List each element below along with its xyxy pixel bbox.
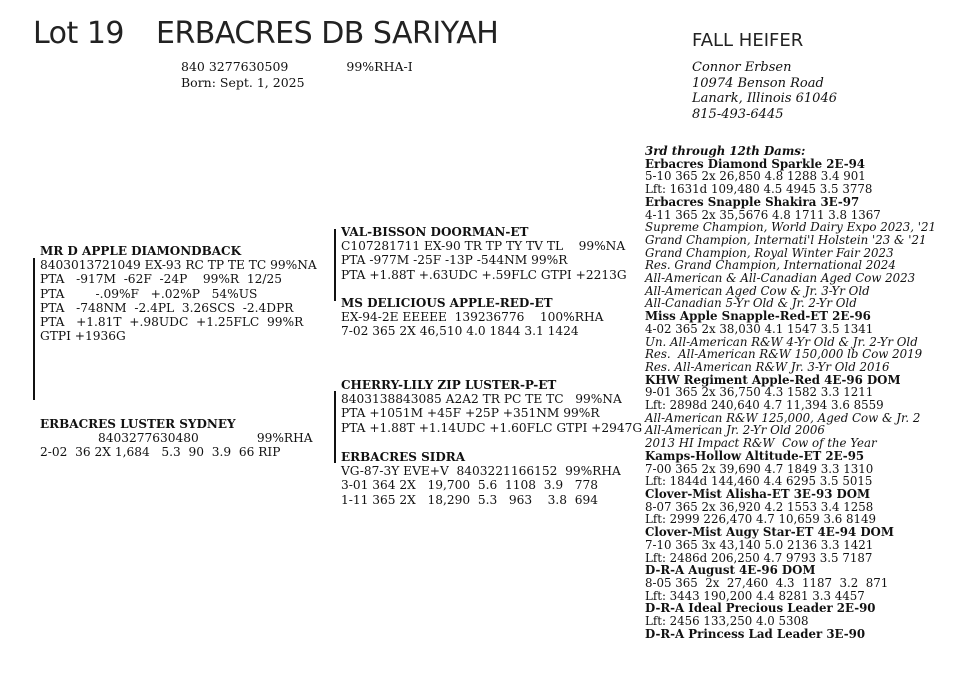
dam-entry-record: Lft: 3443 190,200 4.4 8281 3.3 4457	[645, 588, 865, 603]
dam-block	[40, 417, 313, 460]
dam-entry-name: D-R-A Princess Lad Leader 3E-90	[645, 626, 866, 641]
dam-entry-award: All-American Aged Cow & Jr. 3-Yr Old	[645, 283, 870, 298]
dam-entry-name: D-R-A August 4E-96 DOM	[645, 563, 816, 578]
breeder-address: 10974 Benson Road	[692, 75, 824, 91]
dam-entry-award: 2013 HI Impact R&W Cow of the Year	[645, 436, 877, 451]
dam-entry-name: Erbacres Diamond Sparkle 2E-94	[645, 156, 866, 171]
dam-entry-name: Miss Apple Snapple-Red-ET 2E-96	[645, 309, 871, 324]
dam-entry	[645, 374, 936, 450]
dam-entry-name: Clover-Mist Alisha-ET 3E-93 DOM	[645, 486, 871, 501]
sire-dam-line: 7-02 365 2X 46,510 4.0 1844 3.1 1424	[341, 324, 579, 339]
dam-sire-line: PTA +1.88T +1.14UDC +1.60FLC GTPI +2947G	[341, 420, 643, 435]
pedigree-bracket-sire	[33, 258, 35, 400]
breeder-phone: 815-493-6445	[692, 106, 784, 122]
dam-entry-record: 8-05 365 2x 27,460 4.3 1187 3.2 871	[645, 575, 889, 590]
dam-entry-name: Clover-Mist Augy Star-ET 4E-94 DOM	[645, 525, 894, 540]
dam-entry-record: 7-00 365 2x 39,690 4.7 1849 3.3 1310	[645, 461, 874, 476]
sire-sire-line: PTA -977M -25F -13P -544NM 99%R	[341, 253, 568, 268]
dam-entry-award: Res. All-American R&W Jr. 3-Yr Old 2016	[645, 359, 890, 374]
dam-entry	[645, 450, 936, 488]
dam-dam-line: VG-87-3Y EVE+V 8403221166152 99%RHA	[341, 464, 621, 479]
dam-entry-record: Lft: 2898d 240,640 4.7 11,394 3.6 8559	[645, 398, 884, 413]
dam-dam-line: 3-01 364 2X 19,700 5.6 1108 3.9 778	[341, 478, 598, 493]
sire-sire-block	[341, 225, 627, 282]
sire-sire-line: C107281711 EX-90 TR TP TY TV TL 99%NA	[341, 239, 626, 254]
sire-name: MR D APPLE DIAMONDBACK	[40, 244, 242, 258]
category-label: FALL HEIFER	[692, 30, 804, 51]
dam-entry-name: D-R-A Ideal Precious Leader 2E-90	[645, 601, 876, 616]
dam-entry-record: 7-10 365 3x 43,140 5.0 2136 3.3 1421	[645, 537, 874, 552]
dam-entry-award: All-American & All-Canadian Aged Cow 2023	[645, 271, 916, 286]
dam-entry-award: All-American Jr. 2-Yr Old 2006	[645, 423, 825, 438]
dam-entry-award: All-American R&W 125,000, Aged Cow & Jr. 2	[645, 410, 921, 425]
dam-entry	[645, 196, 936, 310]
dam-entry	[645, 564, 936, 602]
dam-dam-name: ERBACRES SIDRA	[341, 450, 466, 464]
breeder-contact	[692, 60, 837, 122]
dam-entry	[645, 602, 936, 627]
sire-sire-line: PTA +1.88T +.63UDC +.59FLC GTPI +2213G	[341, 267, 627, 282]
breeder-city: Lanark, Illinois 61046	[692, 91, 837, 106]
dam-entry-record: Lft: 2999 226,470 4.7 10,659 3.6 8149	[645, 512, 877, 527]
dam-entry-record: 4-11 365 2x 35,5676 4.8 1711 3.8 1367	[645, 207, 881, 222]
breeder-name: Connor Erbsen	[692, 60, 792, 75]
dam-record: 2-02 36 2X 1,684 5.3 90 3.9 66 RIP	[40, 445, 281, 460]
dam-reg-line	[40, 431, 313, 445]
sire-sire-name: VAL-BISSON DOORMAN-ET	[341, 225, 529, 239]
dam-entry-award: Res. Grand Champion, International 2024	[645, 258, 896, 273]
dam-entry-award: Supreme Champion, World Dairy Expo 2023, '21	[645, 220, 937, 235]
dam-entry-award: Grand Champion, Internati'l Holstein '23 & '21	[645, 232, 927, 247]
dam-entry-award: Grand Champion, Royal Winter Fair 2023	[645, 245, 894, 260]
dam-entry-record: 9-01 365 2x 36,750 4.3 1582 3.3 1211	[645, 385, 874, 400]
dam-sire-name: CHERRY-LILY ZIP LUSTER-P-ET	[341, 378, 557, 392]
dam-registration: 8403277630480	[98, 431, 199, 446]
dam-entry-award: Res. All-American R&W 150,000 lb Cow 2019	[645, 347, 923, 362]
sire-dam-line: EX-94-2E EEEEE 139236776 100%RHA	[341, 310, 604, 325]
dam-entry-name: KHW Regiment Apple-Red 4E-96 DOM	[645, 372, 901, 387]
animal-info	[181, 59, 413, 90]
sire-line: 8403013721049 EX-93 RC TP TE TC 99%NA	[40, 258, 317, 273]
dam-entry-name: Erbacres Snapple Shakira 3E-97	[645, 194, 860, 209]
dam-entry-record: Lft: 2456 133,250 4.0 5308	[645, 614, 809, 629]
extended-dams-heading: 3rd through 12th Dams:	[645, 144, 806, 158]
dam-dam-block	[341, 450, 621, 507]
birth-date: Born: Sept. 1, 2025	[181, 74, 305, 90]
dam-rha: 99%RHA	[256, 431, 313, 446]
dam-entry	[645, 158, 936, 196]
sire-line: PTA -917M -62F -24P 99%R 12/25	[40, 272, 282, 287]
sire-line: PTA -.09%F +.02%P 54%US	[40, 286, 258, 301]
registration-number: 840 3277630509	[181, 59, 289, 74]
dam-entry-award: All-Canadian 5-Yr Old & Jr. 2-Yr Old	[645, 296, 857, 311]
dam-entry	[645, 628, 936, 641]
dam-sire-block	[341, 378, 642, 435]
dam-entry	[645, 526, 936, 564]
sire-dam-block	[341, 296, 603, 339]
dam-entry-record: Lft: 1631d 109,480 4.5 4945 3.5 3778	[645, 182, 873, 197]
sire-dam-name: MS DELICIOUS APPLE-RED-ET	[341, 296, 553, 310]
extended-dams-list	[645, 158, 936, 641]
dam-entry-record: Lft: 1844d 144,460 4.4 6295 3.5 5015	[645, 474, 873, 489]
rha-value: 99%RHA-I	[346, 59, 413, 74]
dam-entry-name: Kamps-Hollow Altitude-ET 2E-95	[645, 448, 865, 463]
sire-line: GTPI +1936G	[40, 329, 126, 344]
dam-name: ERBACRES LUSTER SYDNEY	[40, 417, 236, 431]
pedigree-bracket-sire-sire	[334, 229, 336, 301]
dam-sire-line: PTA +1051M +45F +25P +351NM 99%R	[341, 406, 600, 421]
lot-number: Lot 19	[33, 16, 125, 51]
dam-entry	[645, 310, 936, 374]
extended-dams	[645, 145, 936, 640]
dam-dam-line: 1-11 365 2X 18,290 5.3 963 3.8 694	[341, 492, 598, 507]
sire-line: PTA +1.81T +.98UDC +1.25FLC 99%R	[40, 315, 304, 330]
dam-entry-award: Un. All-American R&W 4-Yr Old & Jr. 2-Yr Old	[645, 334, 918, 349]
dam-entry-record: 4-02 365 2x 38,030 4.1 1547 3.5 1341	[645, 321, 874, 336]
dam-sire-line: 8403138843085 A2A2 TR PC TE TC 99%NA	[341, 392, 622, 407]
pedigree-bracket-dam-sire	[334, 391, 336, 463]
dam-entry-record: 5-10 365 2x 26,850 4.8 1288 3.4 901	[645, 169, 866, 184]
dam-entry-record: 8-07 365 2x 36,920 4.2 1553 3.4 1258	[645, 499, 874, 514]
sire-line: PTA -748NM -2.4PL 3.26SCS -2.4DPR	[40, 300, 294, 315]
animal-name: ERBACRES DB SARIYAH	[156, 16, 499, 51]
dam-entry-record: Lft: 2486d 206,250 4.7 9793 3.5 7187	[645, 550, 873, 565]
dam-entry	[645, 488, 936, 526]
sire-block	[40, 244, 317, 343]
